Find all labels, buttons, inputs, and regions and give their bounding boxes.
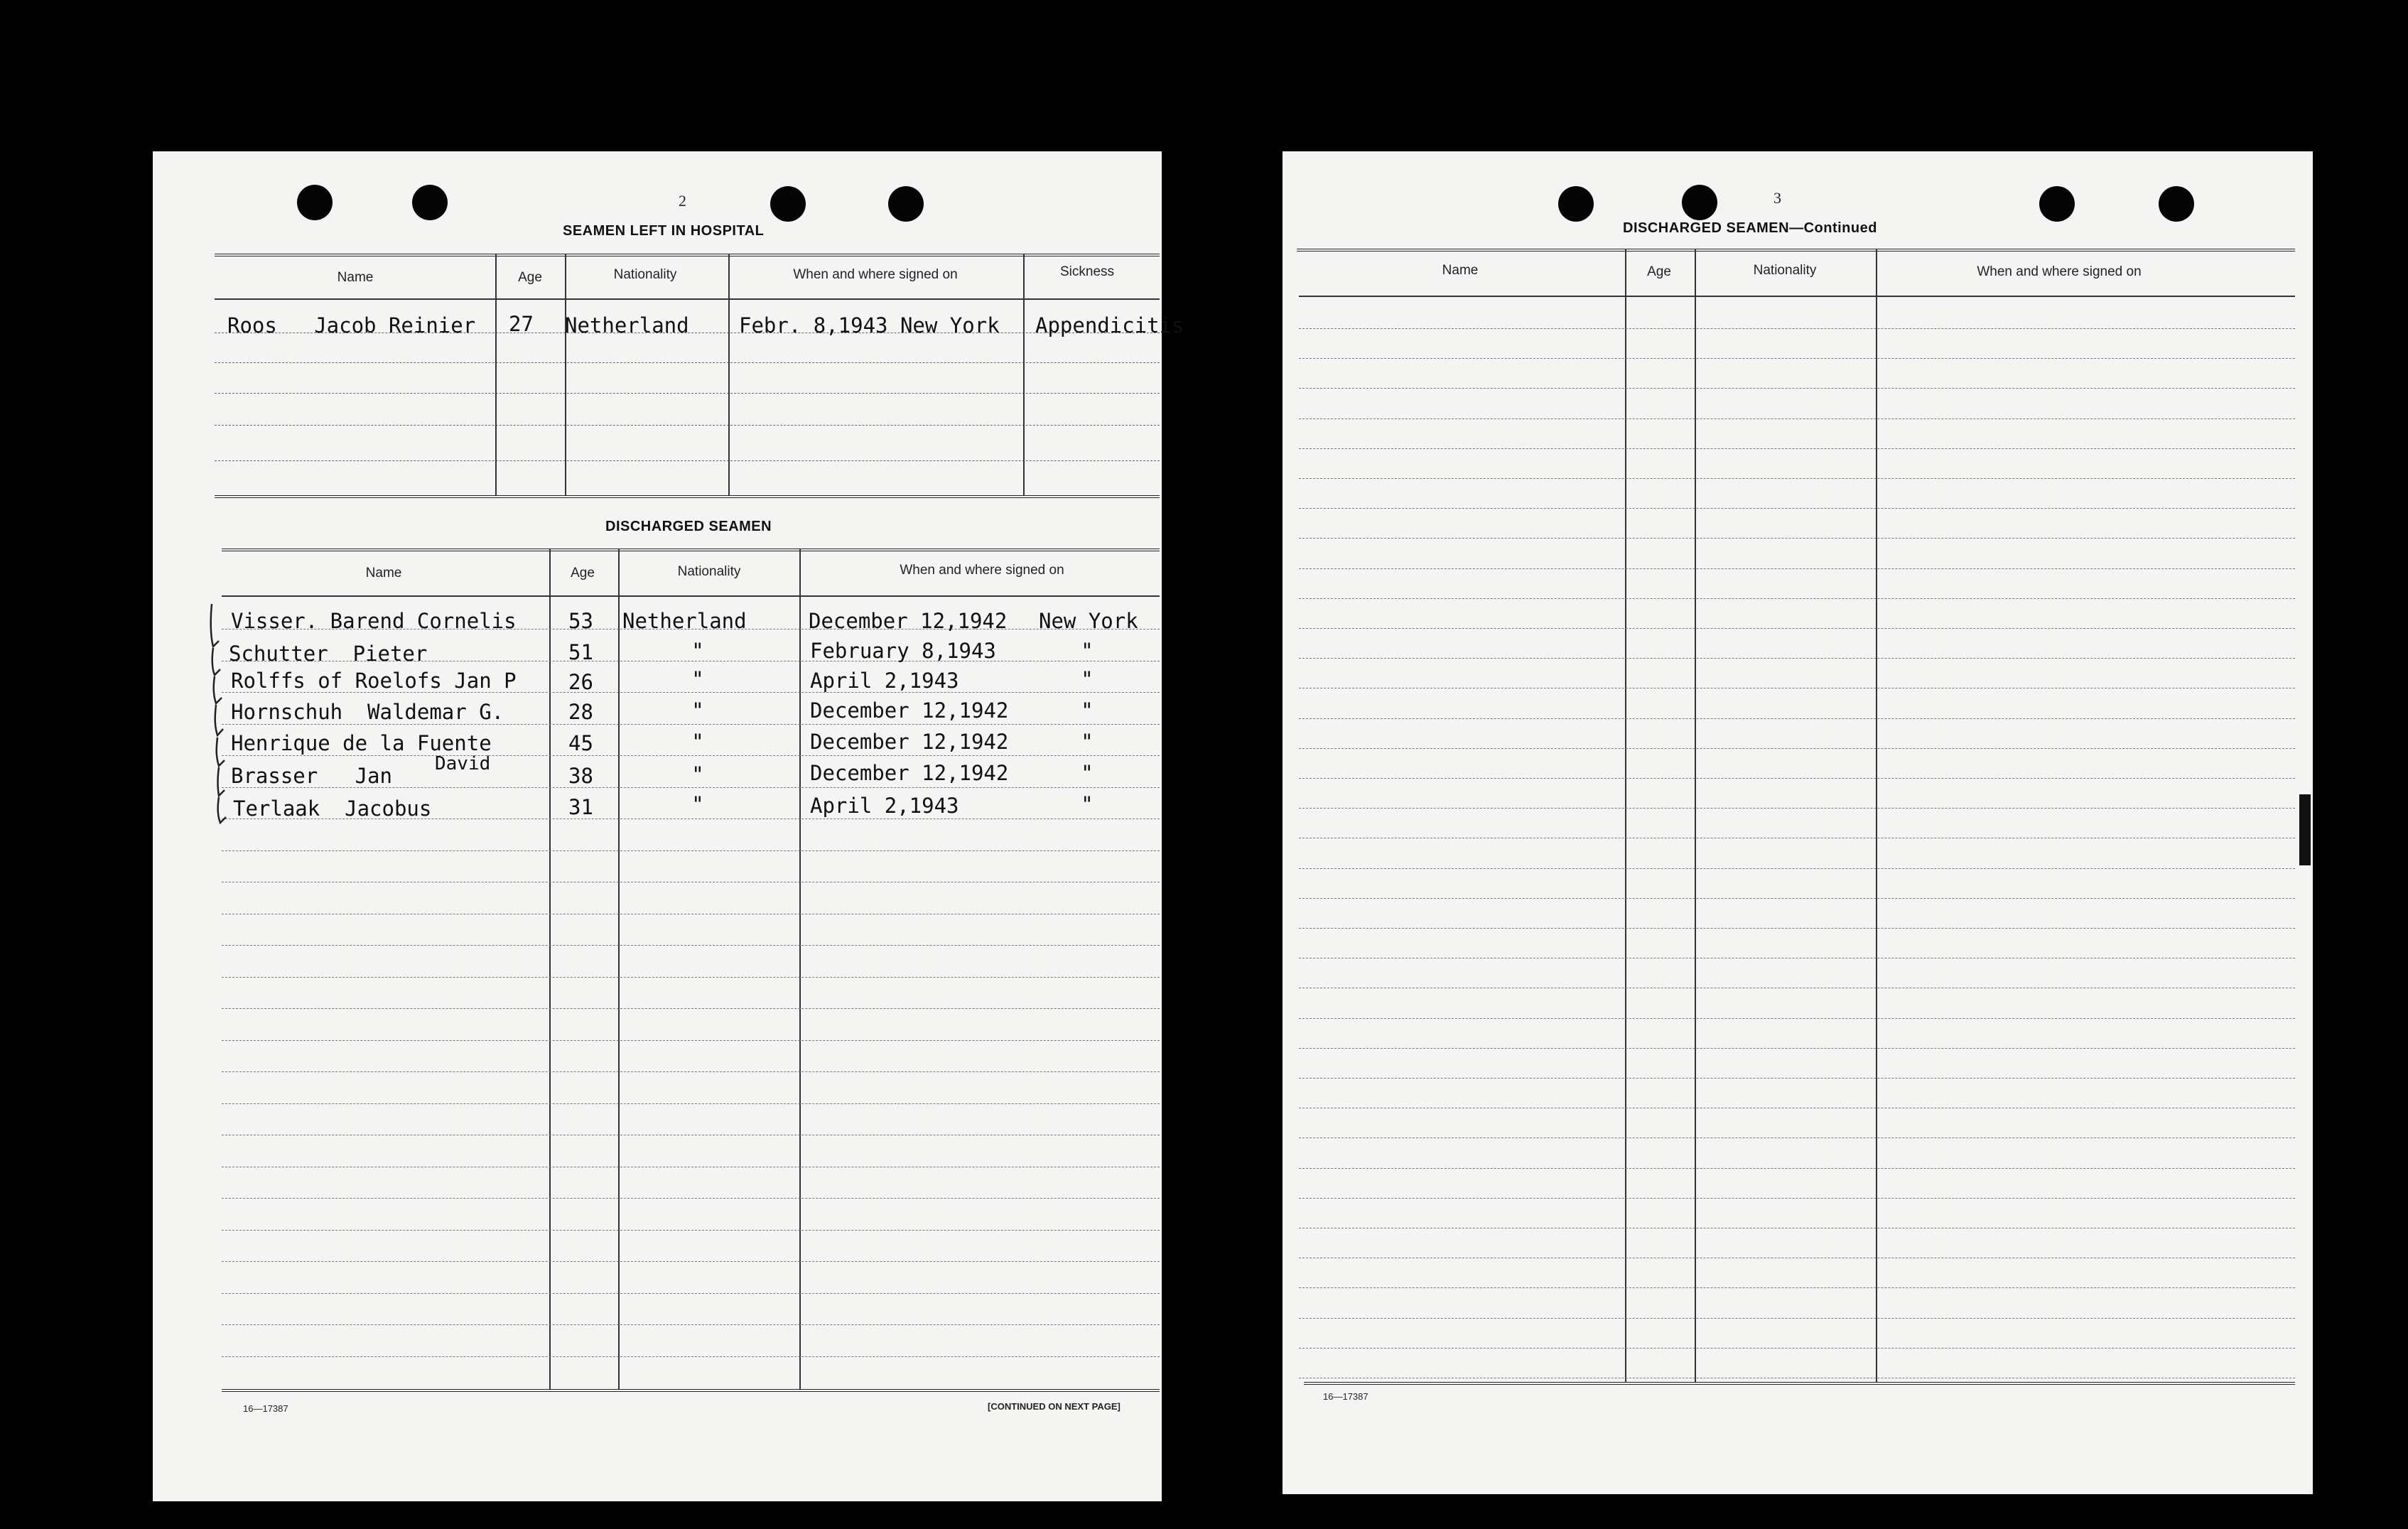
- row-rule: [1299, 808, 2295, 809]
- row-rule: [222, 724, 1160, 725]
- row-rule: [1299, 1198, 2295, 1199]
- hospital-sickness: Appendicitis: [1035, 313, 1184, 337]
- rule: [222, 595, 1160, 597]
- col-header: Nationality: [613, 267, 677, 282]
- discharged-date: December 12,1942: [810, 730, 1009, 754]
- rule: [1297, 249, 2295, 252]
- col-header: When and where signed on: [900, 563, 1064, 578]
- discharged-place: ": [1081, 698, 1094, 723]
- row-rule: [1299, 538, 2295, 539]
- col-divider: [618, 549, 620, 1389]
- row-rule: [1299, 1048, 2295, 1049]
- discharged-name: Brasser Jan: [231, 764, 392, 788]
- discharged-name: Hornschuh Waldemar G.: [231, 700, 504, 724]
- row-rule: [1299, 898, 2295, 899]
- page-tab: [2299, 794, 2311, 865]
- col-divider: [549, 549, 551, 1389]
- rule: [215, 362, 1160, 363]
- continued-title: DISCHARGED SEAMEN—Continued: [1623, 220, 1877, 236]
- punch-hole: [1558, 186, 1594, 222]
- row-rule: [222, 1230, 1160, 1231]
- row-rule: [1299, 1168, 2295, 1169]
- row-rule: [1299, 1078, 2295, 1079]
- col-divider: [1023, 254, 1025, 495]
- punch-hole: [1682, 185, 1717, 220]
- discharged-name: Henrique de la Fuente: [231, 731, 492, 755]
- rule: [215, 495, 1160, 498]
- discharged-age: 31: [568, 795, 593, 819]
- discharged-name: Visser. Barend Cornelis: [231, 609, 517, 633]
- row-rule: [1299, 718, 2295, 719]
- row-rule: [222, 850, 1160, 851]
- row-rule: [1299, 508, 2295, 509]
- discharged-nationality: ": [691, 730, 704, 754]
- continued-note: [CONTINUED ON NEXT PAGE]: [988, 1401, 1121, 1412]
- row-rule: [222, 1356, 1160, 1357]
- row-rule: [1299, 628, 2295, 629]
- form-number: 16—17387: [1323, 1391, 1368, 1402]
- discharged-name: Rolffs of Roelofs Jan P: [231, 669, 517, 693]
- row-rule: [1299, 748, 2295, 749]
- check-marks: [206, 604, 234, 824]
- row-rule: [222, 1103, 1160, 1104]
- row-rule: [1299, 1318, 2295, 1319]
- punch-hole: [2039, 186, 2075, 222]
- punch-hole: [297, 185, 333, 220]
- left-page: [153, 151, 1162, 1501]
- row-rule: [1299, 358, 2295, 359]
- discharged-place: ": [1081, 639, 1094, 663]
- discharged-place: ": [1081, 667, 1094, 691]
- discharged-date: December 12,1942: [809, 609, 1008, 633]
- row-rule: [1299, 928, 2295, 929]
- page-number: 3: [1773, 189, 1781, 207]
- discharged-place: New York: [1039, 609, 1138, 633]
- discharged-nationality: ": [691, 639, 704, 663]
- col-header: Sickness: [1059, 264, 1115, 279]
- discharged-date: April 2,1943: [810, 669, 959, 693]
- col-header: Age: [518, 270, 542, 285]
- discharged-nationality: ": [691, 667, 704, 691]
- page-number: 2: [679, 192, 686, 210]
- punch-hole: [2159, 186, 2194, 222]
- row-rule: [222, 1008, 1160, 1009]
- punch-hole: [412, 185, 448, 220]
- rule: [215, 393, 1160, 394]
- discharged-age: 38: [568, 764, 593, 788]
- rule: [215, 460, 1160, 461]
- col-header: When and where signed on: [1977, 264, 2142, 279]
- discharged-place: ": [1081, 761, 1094, 785]
- row-rule: [1299, 388, 2295, 389]
- row-rule: [222, 1040, 1160, 1041]
- row-rule: [1299, 448, 2295, 449]
- col-header: Age: [571, 566, 595, 580]
- form-number: 16—17387: [243, 1403, 288, 1414]
- discharged-name: Schutter Pieter: [229, 642, 428, 666]
- col-header: Name: [337, 270, 374, 285]
- hospital-name: Roos Jacob Reinier: [227, 313, 476, 337]
- row-rule: [222, 1324, 1160, 1325]
- discharged-age: 28: [568, 700, 593, 724]
- rule: [215, 298, 1160, 300]
- discharged-name: Terlaak Jacobus: [233, 796, 432, 821]
- right-page: [1283, 151, 2313, 1494]
- row-rule: [1299, 1018, 2295, 1019]
- rule: [215, 254, 1160, 256]
- rule: [222, 1389, 1160, 1392]
- rule: [222, 549, 1160, 551]
- row-rule: [1299, 418, 2295, 419]
- col-divider: [799, 549, 801, 1389]
- row-rule: [1299, 1348, 2295, 1349]
- col-divider: [495, 254, 497, 495]
- row-rule: [222, 1198, 1160, 1199]
- row-rule: [1299, 868, 2295, 869]
- row-rule: [1299, 478, 2295, 479]
- discharged-age: 51: [568, 640, 593, 664]
- discharged-nationality: ": [691, 792, 704, 816]
- row-rule: [222, 755, 1160, 756]
- col-divider: [565, 254, 566, 495]
- row-rule: [1299, 658, 2295, 659]
- hospital-title: SEAMEN LEFT IN HOSPITAL: [563, 223, 765, 239]
- row-rule: [222, 1071, 1160, 1072]
- hospital-age: 27: [509, 312, 534, 336]
- punch-hole: [770, 186, 806, 222]
- discharged-nationality: Netherland: [622, 609, 747, 633]
- rule: [1304, 1382, 2295, 1385]
- col-header: Name: [365, 566, 402, 580]
- col-divider: [728, 254, 730, 495]
- row-rule: [222, 1261, 1160, 1262]
- col-header: When and where signed on: [793, 267, 958, 282]
- row-rule: [222, 1293, 1160, 1294]
- row-rule: [222, 945, 1160, 946]
- row-rule: [1299, 568, 2295, 569]
- discharged-age: 26: [568, 670, 593, 694]
- discharged-date: December 12,1942: [810, 698, 1009, 723]
- col-header: Name: [1442, 263, 1479, 278]
- col-header: Nationality: [1753, 263, 1817, 278]
- discharged-place: ": [1081, 730, 1094, 754]
- discharged-nationality: ": [691, 698, 704, 723]
- col-header: Nationality: [677, 564, 741, 579]
- row-rule: [1299, 778, 2295, 779]
- row-rule: [1299, 598, 2295, 599]
- punch-hole: [888, 186, 924, 222]
- hospital-signed-on: Febr. 8,1943 New York: [739, 313, 1000, 337]
- row-rule: [1299, 328, 2295, 329]
- col-header: Age: [1647, 264, 1671, 279]
- discharged-nationality: ": [691, 762, 704, 787]
- discharged-date: December 12,1942: [810, 761, 1009, 785]
- hospital-nationality: Netherland: [565, 313, 689, 337]
- discharged-place: ": [1081, 792, 1094, 816]
- row-rule: [1299, 1287, 2295, 1288]
- discharged-date: February 8,1943: [810, 639, 996, 663]
- discharged-age: 45: [568, 731, 593, 755]
- discharged-title: DISCHARGED SEAMEN: [605, 519, 772, 534]
- row-rule: [222, 977, 1160, 978]
- discharged-date: April 2,1943: [810, 794, 959, 818]
- discharged-name-insert: David: [435, 753, 491, 774]
- rule: [215, 425, 1160, 426]
- rule: [1299, 296, 2295, 297]
- discharged-age: 53: [568, 609, 593, 633]
